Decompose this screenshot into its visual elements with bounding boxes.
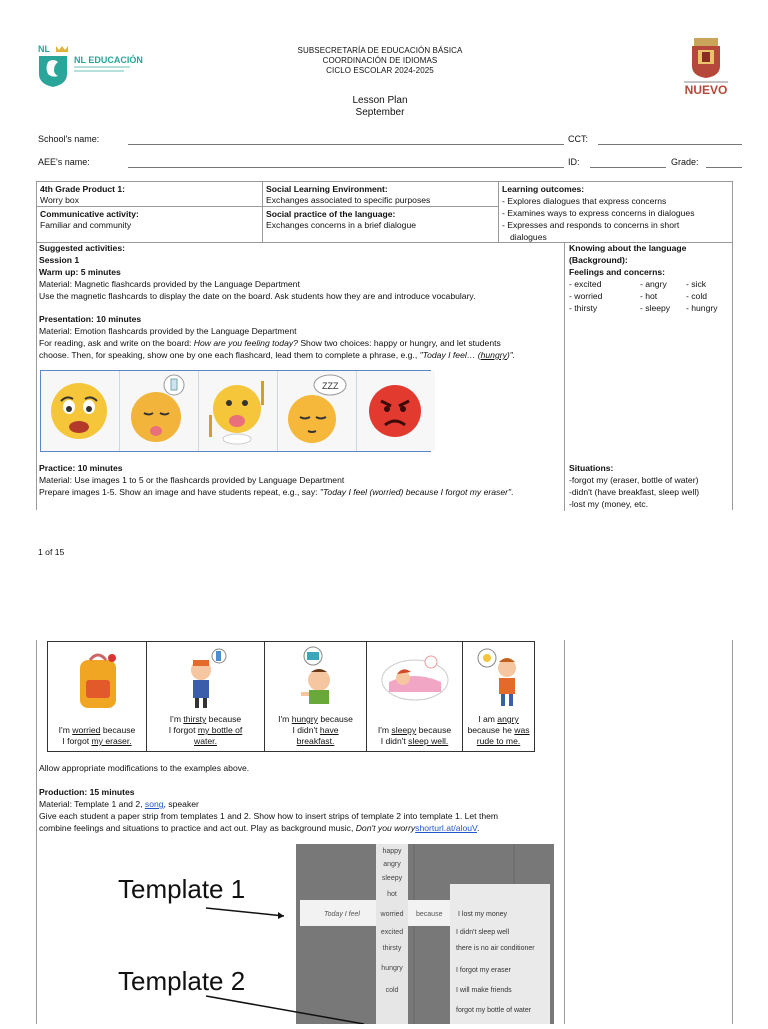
svg-text:ZZZ: ZZZ: [322, 381, 339, 391]
production-material: Material: Template 1 and 2, song, speaker: [39, 799, 199, 809]
id-label: ID:: [568, 157, 580, 167]
header-lines: [230, 46, 530, 76]
caption-worried: I'm worried because I forgot my eraser.: [58, 725, 136, 746]
svg-text:I didn't sleep well: I didn't sleep well: [456, 929, 510, 936]
svg-text:cold: cold: [385, 987, 399, 994]
page-number: 1 of 15: [38, 547, 65, 557]
presentation-line-2: choose. Then, for speaking, show one by one each flashcard, lead them to complete a phrase, e.g., "Today I feel… (hungry)".: [39, 350, 516, 360]
suggested-activities-heading: Suggested activities:: [39, 243, 125, 253]
word-thirsty: - thirsty: [569, 303, 598, 313]
product-value: Worry box: [40, 195, 79, 205]
svg-text:hot: hot: [387, 891, 397, 898]
sleepy-girl-image: [379, 652, 451, 702]
practice-instructions: Prepare images 1-5. Show an image and have students repeat, e.g., say: "Today I feel (worried) because I forgot my eraser".: [39, 487, 514, 497]
id-field[interactable]: [590, 167, 666, 168]
caption-thirsty: I'm thirsty because I forgot my bottle of water.: [168, 714, 243, 746]
image-cell-sleepy: [367, 642, 463, 751]
presentation-material: Material: Emotion flashcards provided by the Language Department: [39, 326, 297, 336]
government-logo: [676, 34, 736, 96]
production-heading: Production: 15 minutes: [39, 787, 135, 797]
svg-text:happy: happy: [382, 848, 402, 855]
practice-label: Social practice of the language:: [266, 209, 396, 219]
situation-3: -lost my (money, etc.: [569, 499, 649, 509]
svg-text:forgot my bottle of water: forgot my bottle of water: [456, 1007, 532, 1014]
emotion-flashcards: [40, 370, 431, 452]
session-heading: Session 1: [39, 255, 80, 265]
angry-face-image: [357, 371, 435, 451]
caption-sleepy: I'm sleepy because I didn't sleep well.: [377, 725, 452, 746]
svg-text:there is no air conditioner: there is no air conditioner: [456, 945, 535, 952]
outcome-2: - Examines ways to express concerns in dialogues: [502, 208, 695, 218]
practice-heading: Practice: 10 minutes: [39, 463, 123, 473]
production-instructions-2: combine feelings and situations to practice and act out. Play as background music, Don't you worryshorturl.at/alouV.: [39, 823, 480, 833]
svg-text:sleepy: sleepy: [381, 875, 403, 882]
outcomes-label: Learning outcomes:: [502, 184, 585, 194]
song-link[interactable]: song: [144, 799, 164, 809]
templates-photo: [114, 844, 554, 1024]
activity-label: Communicative activity:: [40, 209, 139, 219]
presentation-heading: Presentation: 10 minutes: [39, 314, 142, 324]
info-table: [36, 181, 733, 243]
page-gap: [0, 600, 768, 640]
feelings-heading: Feelings and concerns:: [569, 267, 665, 277]
backpack-image: [72, 650, 124, 712]
word-hot: - hot: [640, 291, 658, 301]
header-line-2: COORDINACIÓN DE IDIOMAS: [322, 56, 438, 65]
svg-text:hungry: hungry: [381, 965, 403, 972]
product-label: 4th Grade Product 1:: [40, 184, 125, 194]
hungry-face-image: [199, 371, 278, 451]
warmup-instructions: Use the magnetic flashcards to display the date on the board. Ask students how they are and introduce vocabulary.: [39, 291, 476, 301]
cct-field[interactable]: [598, 144, 742, 145]
education-logo: [36, 42, 146, 88]
outcome-3-cont: dialogues: [510, 232, 547, 242]
word-angry: - angry: [640, 279, 667, 289]
thirsty-boy-image: [181, 648, 233, 710]
template-2-label: Template 2: [118, 966, 246, 996]
svg-text:angry: angry: [383, 861, 401, 868]
caption-hungry: I'm hungry because I didn't have breakfast.: [278, 714, 353, 746]
grade-label: Grade:: [671, 157, 699, 167]
template-because: because: [416, 911, 443, 918]
situation-2: -didn't (have breakfast, sleep well): [569, 487, 700, 497]
header-line-1: SUBSECRETARÍA DE EDUCACIÓN BÁSICA: [297, 46, 463, 55]
svg-text:I lost my money: I lost my money: [458, 911, 508, 918]
presentation-line-1: For reading, ask and write on the board: How are you feeling today? Show two choices: happy or hungry, and let students: [39, 338, 501, 348]
svg-text:I will make friends: I will make friends: [456, 987, 512, 994]
word-sick: - sick: [686, 279, 707, 289]
warmup-material: Material: Magnetic flashcards provided by the Language Department: [39, 279, 300, 289]
env-value: Exchanges associated to specific purposes: [266, 195, 431, 205]
practice-material: Material: Use images 1 to 5 or the flashcards provided by Language Department: [39, 475, 345, 485]
thirsty-face-image: [120, 371, 199, 451]
svg-text:I forgot my eraser: I forgot my eraser: [456, 967, 511, 974]
word-excited: - excited: [569, 279, 602, 289]
situation-images-table: [47, 641, 535, 752]
worried-face-image: [41, 371, 120, 451]
allow-modifications-text: Allow appropriate modifications to the examples above.: [39, 763, 250, 773]
svg-text:NL: NL: [38, 44, 50, 54]
practice-value: Exchanges concerns in a brief dialogue: [266, 220, 417, 230]
cct-label: CCT:: [568, 134, 588, 144]
lesson-title: Lesson Plan: [352, 95, 408, 106]
knowing-heading-2: (Background):: [569, 255, 628, 265]
outcome-1: - Explores dialogues that express concerns: [502, 196, 667, 206]
template-1-label: Template 1: [118, 874, 246, 904]
word-hungry: - hungry: [686, 303, 718, 313]
header-line-3: CICLO ESCOLAR 2024-2025: [326, 66, 434, 75]
school-name-field[interactable]: [128, 144, 564, 145]
situation-1: -forgot my (eraser, bottle of water): [569, 475, 699, 485]
grade-field[interactable]: [706, 167, 742, 168]
caption-angry: I am angry because he was rude to me.: [467, 714, 530, 746]
lesson-title-block: [300, 95, 460, 119]
aee-name-field[interactable]: [128, 167, 564, 168]
lesson-month: September: [355, 107, 405, 118]
logo-text: NL EDUCACIÓN: [74, 55, 143, 65]
template-today-i-feel: Today I feel: [324, 911, 360, 918]
angry-boy-image: [473, 646, 525, 708]
word-sleepy: - sleepy: [640, 303, 671, 313]
activity-value: Familiar and community: [40, 220, 132, 230]
word-cold: - cold: [686, 291, 708, 301]
aee-name-label: AEE's name:: [38, 157, 90, 167]
warmup-heading: Warm up: 5 minutes: [39, 267, 121, 277]
svg-text:worried: worried: [380, 911, 404, 918]
image-cell-hungry: [265, 642, 367, 751]
env-label: Social Learning Environment:: [266, 184, 388, 194]
hungry-boy-image: [291, 644, 343, 708]
svg-text:excited: excited: [380, 929, 404, 936]
school-name-label: School's name:: [38, 134, 100, 144]
situations-heading: Situations:: [569, 463, 614, 473]
image-cell-thirsty: [147, 642, 265, 751]
logo-nuevo-text: NUEVO: [684, 83, 728, 96]
sleepy-face-image: [278, 371, 357, 451]
image-cell-worried: [48, 642, 147, 751]
production-instructions-1: Give each student a paper strip from templates 1 and 2. Show how to insert strips of template 2 into template 1. Let them: [39, 811, 499, 821]
image-cell-angry: [463, 642, 534, 751]
outcome-3: - Expresses and responds to concerns in short: [502, 220, 680, 230]
music-link[interactable]: shorturl.at/alouV: [415, 823, 477, 833]
word-worried: - worried: [569, 291, 603, 301]
svg-text:thirsty: thirsty: [382, 945, 402, 952]
knowing-heading: Knowing about the language: [569, 243, 687, 253]
